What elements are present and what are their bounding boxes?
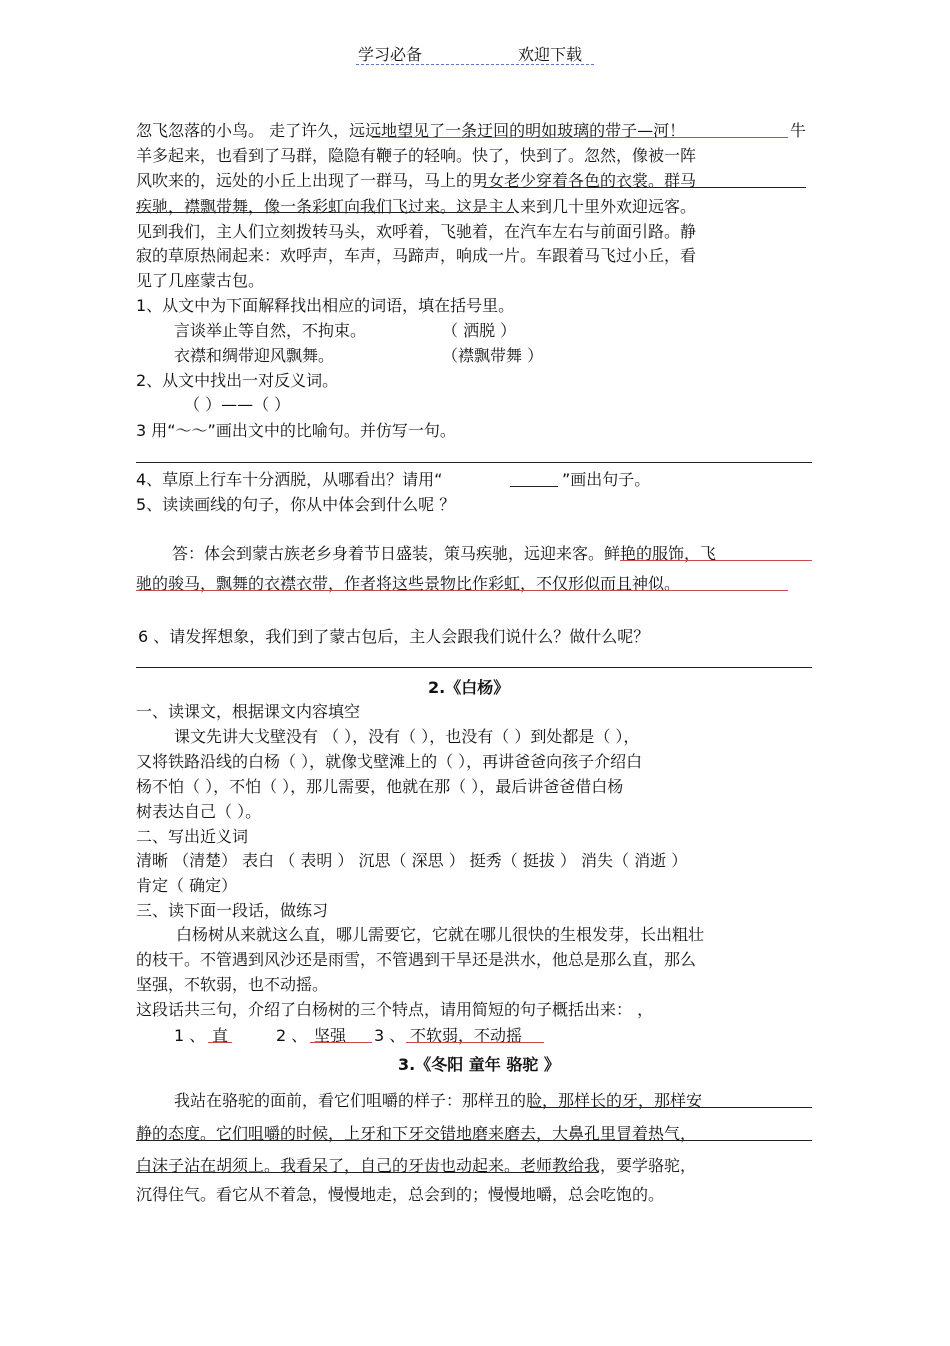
passage1-line-7: 见了几座蒙古包。 bbox=[136, 271, 265, 290]
underline bbox=[310, 1042, 372, 1043]
underline bbox=[136, 212, 514, 213]
answer-line bbox=[136, 667, 812, 668]
underline bbox=[136, 1140, 812, 1141]
sample-underline bbox=[510, 486, 558, 487]
q6-title: 6 、请发挥想象，我们到了蒙古包后，主人会跟我们说什么？做什么呢？ bbox=[138, 627, 650, 646]
synonyms-line-1: 清晰 （清楚） 表白 （ 表明 ） 沉思（ 深思 ） 挺秀（ 挺拔 ） 消失（ 消逝 ） bbox=[136, 851, 688, 870]
answer-2-value: 坚强 bbox=[314, 1026, 347, 1045]
q1-answer-2: （襟飘带舞 ） bbox=[442, 346, 544, 365]
section2-fill-3: 杨不怕（ ），不怕（ ），那儿需要，他就在那（ ），最后讲爸爸借白杨 bbox=[136, 777, 624, 796]
underline bbox=[484, 187, 806, 188]
passage1-line-4: 疾驰，襟飘带舞，像一条彩虹向我们飞过来。这是主人来到几十里外欢迎远客。 bbox=[136, 197, 697, 216]
passage1-tail: 牛 bbox=[790, 121, 807, 140]
underline bbox=[136, 1172, 598, 1173]
header-divider bbox=[356, 64, 594, 65]
q4-title-b: ”画出句子。 bbox=[562, 470, 651, 489]
q3-title: 3 用“～～”画出文中的比喻句。并仿写一句。 bbox=[136, 421, 456, 440]
passage1-line-6: 寂的草原热闹起来：欢呼声，车声，马蹄声，响成一片。车跟着马飞过小丘，看 bbox=[136, 246, 697, 265]
section2-part1: 一、读课文，根据课文内容填空 bbox=[136, 702, 361, 721]
section2-fill-2: 又将铁路沿线的白杨（ ），就像戈壁滩上的（ ），再讲爸爸向孩子介绍白 bbox=[136, 752, 643, 771]
passage1-line-5: 见到我们，主人们立刻拨转马头，欢呼着，飞驰着，在汽车左右与前面引路。静 bbox=[136, 222, 697, 241]
answer-2-label: 2 、 bbox=[276, 1026, 308, 1045]
answer-line bbox=[136, 462, 812, 463]
underline bbox=[406, 1042, 544, 1043]
q5-answer-2: 驰的骏马，飘舞的衣襟衣带，作者将这些景物比作彩虹，不仅形似而且神似。 bbox=[136, 574, 681, 593]
section2-part2: 二、写出近义词 bbox=[136, 827, 249, 846]
underline bbox=[136, 590, 788, 591]
q5-title: 5、读读画线的句子，你从中体会到什么呢 ？ bbox=[136, 495, 456, 514]
header-left: 学习必备 bbox=[358, 45, 423, 64]
answer-1-value: 直 bbox=[212, 1026, 229, 1045]
q1-item-1: 言谈举止等自然，不拘束。 bbox=[174, 321, 367, 340]
q1-title: 1、从文中为下面解释找出相应的词语，填在括号里。 bbox=[136, 296, 515, 315]
section3-title: 3.《冬阳 童年 骆驼 》 bbox=[398, 1055, 560, 1074]
section2-task: 这段话共三句，介绍了白杨树的三个特点，请用简短的句子概括出来： ， bbox=[136, 1000, 654, 1019]
passage1-line-3: 风吹来的，远处的小丘上出现了一群马，马上的男女老少穿着各色的衣裳。群马 bbox=[136, 171, 697, 190]
section2-fill-4: 树表达自己（ ）。 bbox=[136, 802, 262, 821]
passage1-line-2: 羊多起来，也看到了马群，隐隐有鞭子的轻响。快了，快到了。忽然，像被一阵 bbox=[136, 146, 697, 165]
q5-answer-1: 答：体会到蒙古族老乡身着节日盛装，策马疾驰，远迎来客。鲜艳的服饰，飞 bbox=[172, 544, 717, 563]
q2-blank: （ ）——（ ） bbox=[184, 395, 291, 414]
answer-3-value: 不软弱，不动摇 bbox=[410, 1026, 523, 1045]
answer-1-label: 1 、 bbox=[174, 1026, 206, 1045]
passage1-line-1: 忽飞忽落的小鸟。 走了许久，远远地望见了一条迂回的明如玻璃的带子—河！ bbox=[136, 121, 686, 140]
section2-para-1: 白杨树从来就这么直，哪儿需要它，它就在哪儿很快的生根发芽，长出粗壮 bbox=[176, 925, 705, 944]
section3-para-3: 白沫子沾在胡须上。我看呆了，自己的牙齿也动起来。老师教给我，要学骆驼， bbox=[136, 1156, 697, 1175]
q1-answer-1: （ 洒脱 ） bbox=[442, 321, 517, 340]
underline bbox=[620, 560, 812, 561]
q1-item-2: 衣襟和绸带迎风飘舞。 bbox=[174, 346, 335, 365]
section2-fill-1: 课文先讲大戈壁没有 （ ），没有（ ），也没有（ ）到处都是（ ）， bbox=[174, 727, 640, 746]
underline bbox=[208, 1042, 232, 1043]
answer-3-label: 3 、 bbox=[374, 1026, 406, 1045]
section3-para-4: 沉得住气。看它从不着急，慢慢地走，总会到的；慢慢地嚼，总会吃饱的。 bbox=[136, 1185, 665, 1204]
section2-part3: 三、读下面一段话，做练习 bbox=[136, 901, 329, 920]
section3-para-1: 我站在骆驼的面前，看它们咀嚼的样子：那样丑的脸，那样长的牙，那样安 bbox=[174, 1091, 703, 1110]
section2-para-3: 坚强，不软弱，也不动摇。 bbox=[136, 975, 329, 994]
q4-title-a: 4、草原上行车十分洒脱，从哪看出？请用“ bbox=[136, 470, 443, 489]
section3-para-2: 静的态度。它们咀嚼的时候，上牙和下牙交错地磨来磨去，大鼻孔里冒着热气， bbox=[136, 1124, 697, 1143]
underline bbox=[530, 1107, 812, 1108]
section2-title: 2.《白杨》 bbox=[428, 678, 510, 697]
q2-title: 2、从文中找出一对反义词。 bbox=[136, 371, 339, 390]
underline bbox=[372, 137, 788, 138]
section2-para-2: 的枝干。不管遇到风沙还是雨雪，不管遇到干旱还是洪水，他总是那么直，那么 bbox=[136, 950, 697, 969]
header-right: 欢迎下载 bbox=[518, 45, 583, 64]
synonyms-line-2: 肯定（ 确定） bbox=[136, 876, 238, 895]
